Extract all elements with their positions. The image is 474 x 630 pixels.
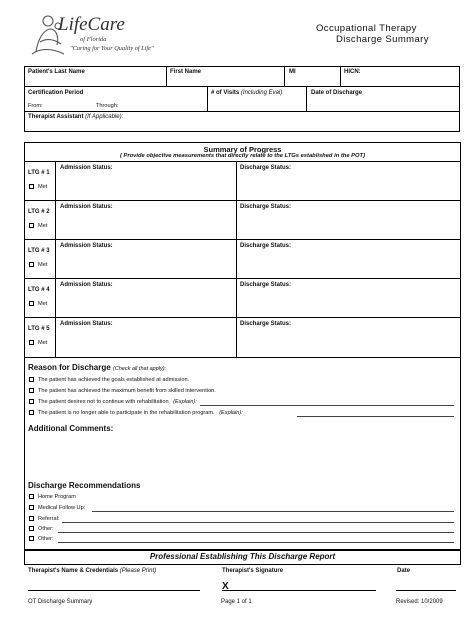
divider — [340, 66, 341, 86]
form-title-line2: Discharge Summary — [336, 34, 429, 45]
divider — [24, 86, 460, 87]
date-field[interactable] — [396, 578, 456, 590]
date-label: Date — [397, 568, 411, 574]
ltg-5-label: LTG # 5 — [28, 326, 50, 332]
date-line — [396, 590, 456, 591]
divider — [24, 239, 461, 240]
referral-label: Referral: — [38, 516, 60, 522]
summary-of-progress-subtitle: ( Provide objective measurements that directly relate to the LTGs established in the POT) — [119, 153, 366, 159]
ltg-3-discharge-status-field[interactable] — [239, 250, 458, 276]
admission-status-label: Admission Status: — [60, 282, 113, 288]
divider — [24, 111, 460, 112]
reason-2-checkbox[interactable] — [29, 388, 34, 393]
footer-form-name: OT Discharge Summary — [28, 599, 93, 605]
footer-page-number: Page 1 of 1 — [221, 599, 252, 605]
medical-follow-up-line[interactable] — [92, 511, 454, 512]
divider — [284, 66, 285, 86]
other-1-line[interactable] — [58, 532, 454, 533]
divider — [207, 86, 208, 111]
discharge-recommendations-title: Discharge Recommendations — [28, 481, 141, 490]
other-1-label: Other: — [38, 526, 54, 532]
through-date-field[interactable] — [122, 102, 204, 110]
divider — [55, 161, 56, 357]
therapist-name-line — [28, 590, 200, 591]
therapist-signature-line — [222, 590, 376, 591]
logo-subtitle: of Florida — [80, 36, 107, 43]
from-label: From: — [28, 103, 43, 109]
divider — [236, 161, 237, 357]
reason-for-discharge-note: (Check all that apply): — [112, 366, 167, 372]
visits-label: # of Visits — [211, 90, 240, 96]
reason-3-checkbox[interactable] — [29, 399, 34, 404]
discharge-status-label: Discharge Status: — [240, 165, 292, 171]
logo-tagline: "Caring for Your Quality of Life" — [70, 45, 154, 52]
date-of-discharge-field[interactable] — [309, 98, 457, 109]
medical-follow-up-checkbox[interactable] — [29, 505, 34, 510]
ltg-2-admission-status-field[interactable] — [58, 211, 234, 237]
other-2-label: Other: — [38, 536, 54, 542]
discharge-status-label: Discharge Status: — [240, 243, 292, 249]
ltg-2-label: LTG # 2 — [28, 209, 50, 215]
reason-4-checkbox[interactable] — [29, 410, 34, 415]
met-label: Met — [38, 223, 48, 229]
admission-status-label: Admission Status: — [60, 321, 113, 327]
reason-2-label: The patient has achieved the maximum benefit from skilled intervention. — [38, 388, 216, 394]
ltg-5-admission-status-field[interactable] — [58, 328, 234, 355]
met-label: Met — [38, 184, 48, 190]
additional-comments-title: Additional Comments: — [28, 424, 114, 433]
ltg-3-admission-status-field[interactable] — [58, 250, 234, 276]
ltg-4-label: LTG # 4 — [28, 287, 50, 293]
referral-checkbox[interactable] — [29, 516, 34, 521]
referral-line[interactable] — [62, 522, 454, 523]
divider — [306, 86, 307, 111]
admission-status-label: Admission Status: — [60, 165, 113, 171]
divider — [24, 278, 461, 279]
hicn-label: HICN: — [344, 69, 361, 75]
divider — [166, 66, 167, 86]
reason-1-label: The patient has achieved the goals established at admission. — [38, 377, 190, 383]
divider — [24, 161, 461, 162]
ltg-2-met-checkbox[interactable] — [29, 223, 34, 228]
therapist-name-field[interactable] — [28, 578, 200, 590]
logo-name: LifeCare — [58, 14, 125, 35]
signature-x-mark: X — [222, 581, 229, 592]
therapist-assistant-label: Therapist Assistant — [28, 114, 84, 120]
ltg-4-discharge-status-field[interactable] — [239, 289, 458, 315]
divider — [24, 317, 461, 318]
certification-period-label: Certification Period — [28, 90, 84, 96]
therapist-name-note: (Please Print) — [119, 568, 157, 574]
therapist-signature-field[interactable] — [232, 578, 376, 590]
therapist-assistant-note: (If Applicable): — [85, 114, 124, 120]
met-label: Met — [38, 262, 48, 268]
explain-label: (Explain): — [219, 410, 243, 416]
additional-comments-field[interactable] — [28, 434, 456, 476]
discharge-status-label: Discharge Status: — [240, 282, 292, 288]
home-program-checkbox[interactable] — [29, 494, 34, 499]
met-label: Met — [38, 340, 48, 346]
ltg-1-admission-status-field[interactable] — [58, 172, 234, 198]
discharge-status-label: Discharge Status: — [240, 321, 292, 327]
therapist-signature-label: Therapist's Signature — [222, 568, 284, 574]
therapist-assistant-field[interactable] — [106, 113, 456, 123]
first-name-label: First Name — [170, 69, 202, 75]
mi-label: MI — [289, 69, 296, 75]
hicn-field[interactable] — [343, 76, 457, 85]
discharge-status-label: Discharge Status: — [240, 204, 292, 210]
ltg-1-label: LTG # 1 — [28, 170, 50, 176]
date-of-discharge-label: Date of Discharge — [311, 90, 363, 96]
reason-for-discharge-title: Reason for Discharge — [28, 363, 111, 372]
divider — [24, 357, 461, 358]
footer-revised: Revised: 10/2009 — [396, 599, 443, 605]
visits-note: (Including Eval) — [240, 90, 283, 96]
reason-3-label: The patient desires not to continue with rehabilitation — [38, 399, 169, 405]
met-label: Met — [38, 301, 48, 307]
therapist-name-label: Therapist's Name & Credentials — [28, 568, 119, 574]
other-2-line[interactable] — [58, 542, 454, 543]
home-program-label: Home Program — [38, 494, 76, 500]
admission-status-label: Admission Status: — [60, 243, 113, 249]
patient-last-name-field[interactable] — [27, 76, 164, 85]
ltg-1-met-checkbox[interactable] — [29, 184, 34, 189]
ltg-4-admission-status-field[interactable] — [58, 289, 234, 315]
reason-3-explain-line[interactable] — [200, 405, 454, 406]
summary-of-progress-title: Summary of Progress — [203, 145, 282, 154]
divider — [24, 200, 461, 201]
mi-field[interactable] — [287, 76, 338, 85]
first-name-field[interactable] — [169, 76, 282, 85]
ltg-4-met-checkbox[interactable] — [29, 301, 34, 306]
form-title-line1: Occupational Therapy — [316, 23, 417, 34]
explain-label: (Explain): — [173, 399, 197, 405]
ltg-1-discharge-status-field[interactable] — [239, 172, 458, 198]
other-1-checkbox[interactable] — [29, 526, 34, 531]
ltg-3-met-checkbox[interactable] — [29, 262, 34, 267]
other-2-checkbox[interactable] — [29, 536, 34, 541]
admission-status-label: Admission Status: — [60, 204, 113, 210]
ltg-3-label: LTG # 3 — [28, 248, 50, 254]
reason-1-checkbox[interactable] — [29, 377, 34, 382]
from-date-field[interactable] — [46, 102, 94, 110]
medical-follow-up-label: Medical Follow Up: — [38, 505, 86, 511]
ltg-2-discharge-status-field[interactable] — [239, 211, 458, 237]
through-label: Through: — [96, 103, 119, 109]
reason-4-explain-line[interactable] — [297, 416, 454, 417]
visits-field[interactable] — [210, 98, 304, 109]
patient-last-name-label: Patient's Last Name — [28, 69, 85, 75]
ltg-5-discharge-status-field[interactable] — [239, 328, 458, 355]
signature-section-title: Professional Establishing This Discharge Report — [149, 552, 336, 561]
ltg-5-met-checkbox[interactable] — [29, 340, 34, 345]
reason-4-label: The patient is no longer able to participate in the rehabilitation program. — [38, 410, 215, 416]
